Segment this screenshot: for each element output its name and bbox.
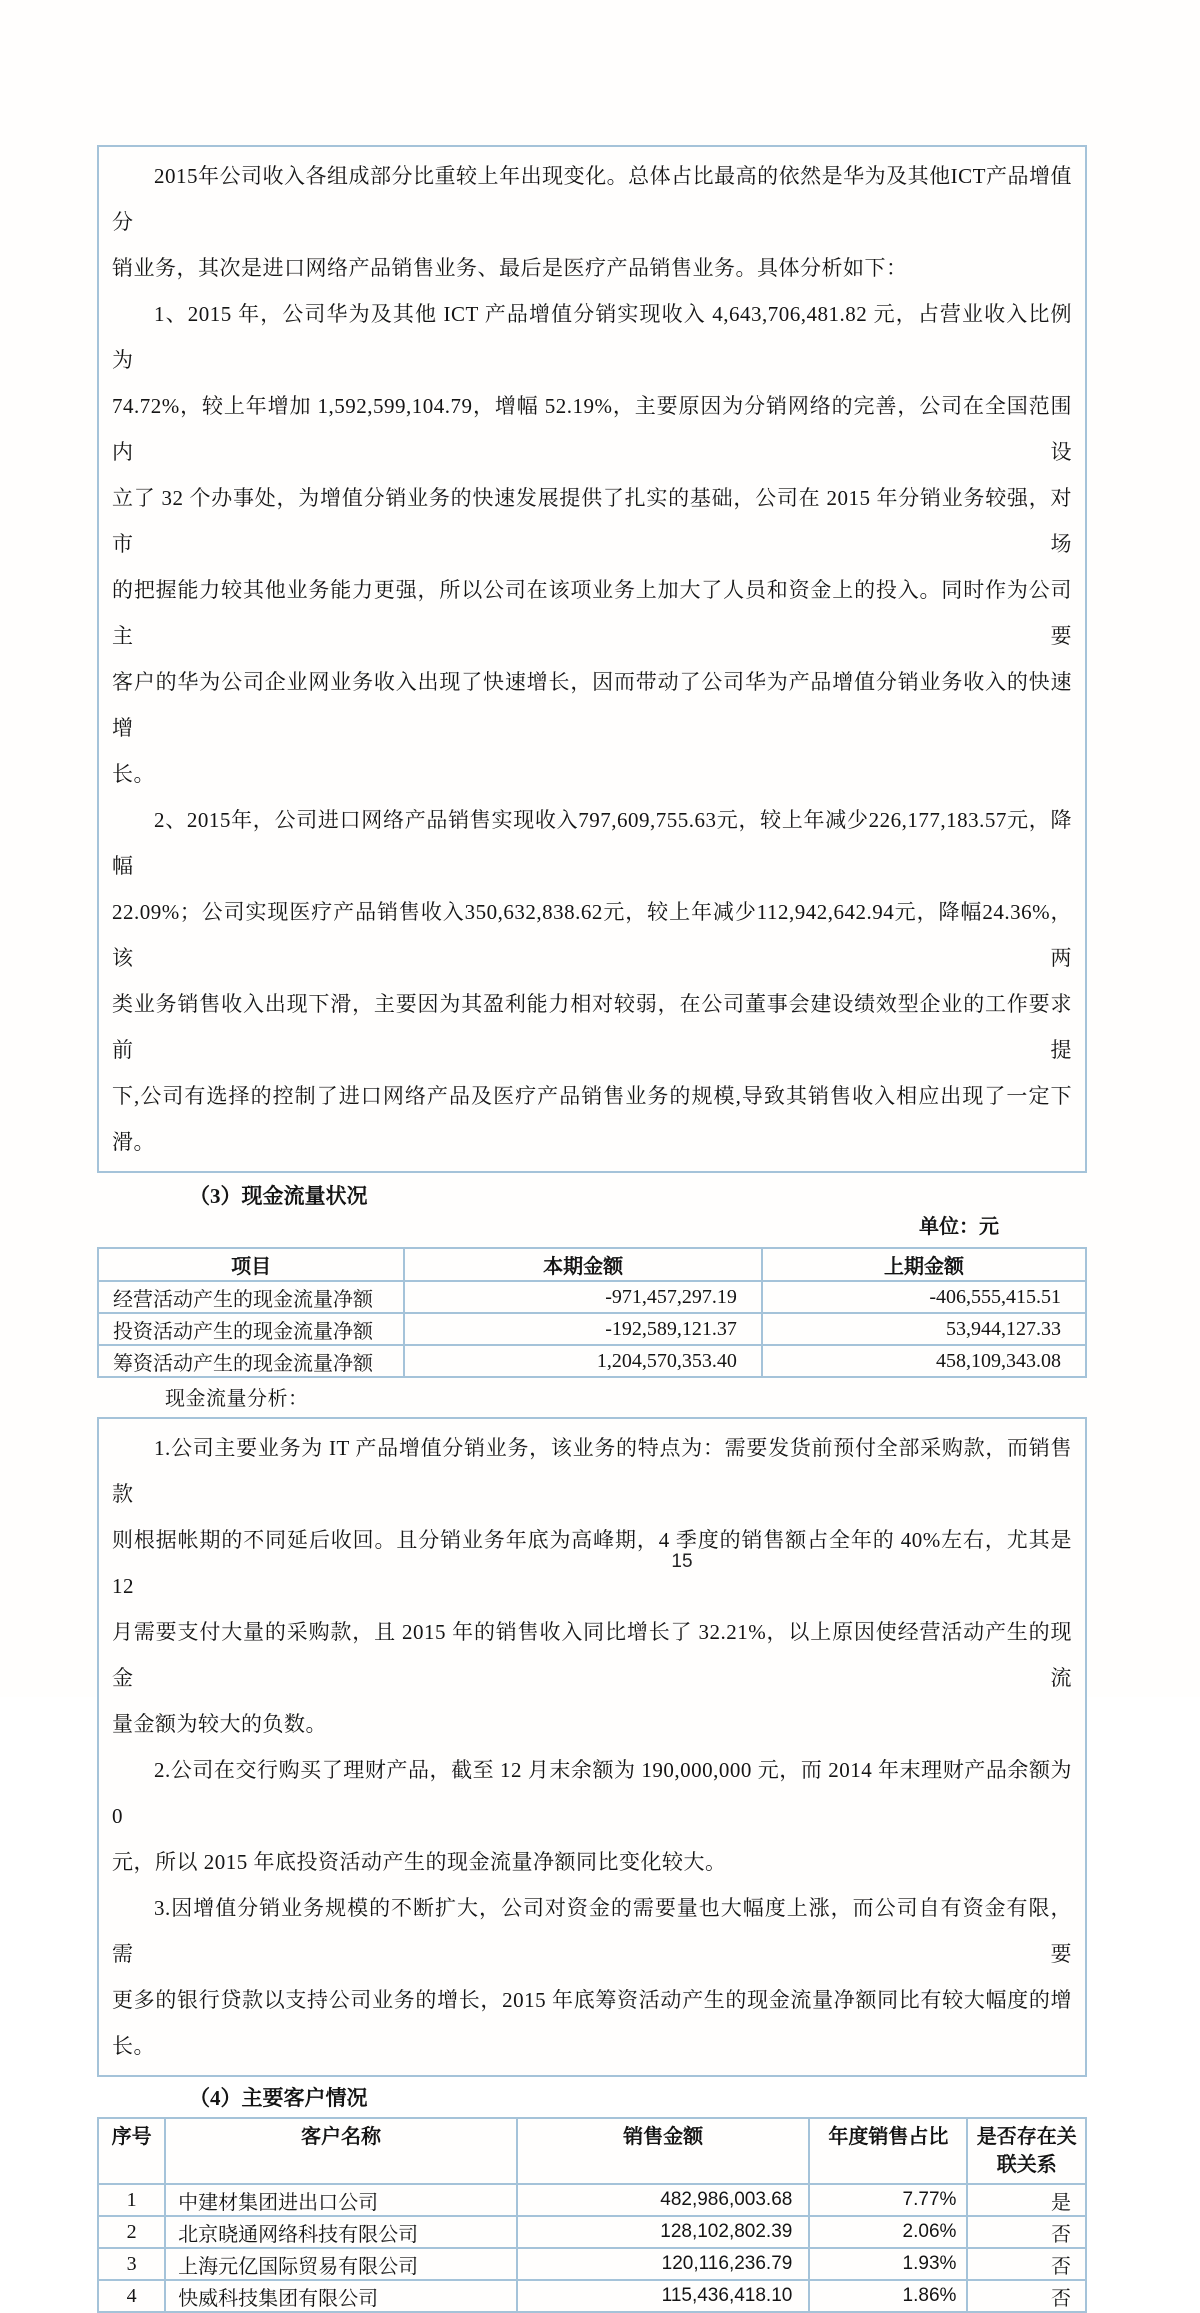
customer-table-cell: 1.86% <box>809 2280 967 2312</box>
cashflow-analysis-block <box>97 1417 1087 2077</box>
customer-table-cell: 是 <box>967 2184 1086 2216</box>
body-text-line: 下,公司有选择的控制了进口网络产品及医疗产品销售业务的规模,导致其销售收入相应出现了一定下滑。 <box>112 1084 1072 1154</box>
customer-table-cell: 否 <box>967 2280 1086 2312</box>
cashflow-table-row <box>98 1313 1086 1345</box>
analysis-text-line: 1.公司主要业务为 IT 产品增值分销业务，该业务的特点为：需要发货前预付全部采购款，而销售款 <box>112 1436 1072 1506</box>
cashflow-table-cell: 1,204,570,353.40 <box>404 1345 762 1377</box>
analysis-text-line: 月需要支付大量的采购款，且 2015 年的销售收入同比增长了 32.21%，以上原因使经营活动产生的现金流 <box>112 1620 1072 1690</box>
cashflow-table-header-cell: 项目 <box>98 1248 404 1281</box>
customer-table-cell: 快威科技集团有限公司 <box>165 2280 517 2312</box>
body-text-line: 长。 <box>112 762 155 786</box>
cashflow-table-row <box>98 1345 1086 1377</box>
cashflow-table-header-cell: 本期金额 <box>404 1248 762 1281</box>
customer-table <box>97 2117 1087 2313</box>
cashflow-analysis-label: 现金流量分析： <box>165 1388 309 1410</box>
page-content <box>97 145 1087 2313</box>
body-text-line: 22.09%；公司实现医疗产品销售收入350,632,838.62元，较上年减少112,942,642.94元，降幅24.36%，该两 <box>112 900 1072 970</box>
cashflow-table-header-row <box>98 1248 1086 1281</box>
cashflow-table-cell: -192,589,121.37 <box>404 1313 762 1345</box>
cashflow-table-cell: -971,457,297.19 <box>404 1281 762 1313</box>
customer-table-row <box>98 2280 1086 2312</box>
customer-table-cell: 否 <box>967 2216 1086 2248</box>
cashflow-table-cell: 筹资活动产生的现金流量净额 <box>98 1345 404 1377</box>
customer-table-header-cell: 销售金额 <box>517 2118 809 2184</box>
body-text-line: 立了 32 个办事处，为增值分销业务的快速发展提供了扎实的基础，公司在 2015 年分销业务较强，对市场 <box>112 486 1072 556</box>
customer-table-cell: 115,436,418.10 <box>517 2280 809 2312</box>
analysis-text-line: 元，所以 2015 年底投资活动产生的现金流量净额同比变化较大。 <box>112 1850 727 1874</box>
section4-heading: （4）主要客户情况 <box>189 2086 368 2110</box>
unit-label: 单位：元 <box>919 1216 999 1238</box>
body-text-line: 销业务，其次是进口网络产品销售业务、最后是医疗产品销售业务。具体分析如下： <box>112 256 908 280</box>
analysis-text-line: 2.公司在交行购买了理财产品，截至 12 月末余额为 190,000,000 元，而 2014 年末理财产品余额为 0 <box>112 1758 1072 1828</box>
customer-table-cell: 北京晓通网络科技有限公司 <box>165 2216 517 2248</box>
analysis-text-line: 3.因增值分销业务规模的不断扩大，公司对资金的需要量也大幅度上涨，而公司自有资金有限，需要 <box>112 1896 1072 1966</box>
body-text-line: 类业务销售收入出现下滑，主要因为其盈利能力相对较弱，在公司董事会建设绩效型企业的工作要求前提 <box>112 992 1072 1062</box>
page-number: 15 <box>671 1551 693 1572</box>
customer-table-cell: 482,986,003.68 <box>517 2184 809 2216</box>
section3-heading: （3）现金流量状况 <box>189 1184 368 1208</box>
cashflow-table-cell: -406,555,415.51 <box>762 1281 1086 1313</box>
cashflow-table-cell: 投资活动产生的现金流量净额 <box>98 1313 404 1345</box>
customer-table-header-row <box>98 2118 1086 2184</box>
analysis-text-line: 更多的银行贷款以支持公司业务的增长，2015 年底筹资活动产生的现金流量净额同比有较大幅度的增长。 <box>112 1988 1072 2058</box>
cashflow-table-row <box>98 1281 1086 1313</box>
customer-table-header-cell: 年度销售占比 <box>809 2118 967 2184</box>
customer-table-header-cell: 序号 <box>98 2118 165 2184</box>
cashflow-table-header-cell: 上期金额 <box>762 1248 1086 1281</box>
customer-table-cell: 2 <box>98 2216 165 2248</box>
customer-table-cell: 中建材集团进出口公司 <box>165 2184 517 2216</box>
customer-table-cell: 1.93% <box>809 2248 967 2280</box>
cashflow-table <box>97 1247 1087 1378</box>
customer-table-cell: 否 <box>967 2248 1086 2280</box>
body-text-line: 的把握能力较其他业务能力更强，所以公司在该项业务上加大了人员和资金上的投入。同时作为公司主要 <box>112 578 1072 648</box>
cashflow-table-cell: 53,944,127.33 <box>762 1313 1086 1345</box>
customer-table-row <box>98 2248 1086 2280</box>
cashflow-table-cell: 458,109,343.08 <box>762 1345 1086 1377</box>
customer-table-cell: 120,116,236.79 <box>517 2248 809 2280</box>
body-text-line: 2015年公司收入各组成部分比重较上年出现变化。总体占比最高的依然是华为及其他ICT产品增值分 <box>112 164 1072 234</box>
customer-table-cell: 7.77% <box>809 2184 967 2216</box>
body-text-line: 74.72%，较上年增加 1,592,599,104.79，增幅 52.19%，主要原因为分销网络的完善，公司在全国范围内设 <box>112 394 1072 464</box>
body-text-line: 2、2015年，公司进口网络产品销售实现收入797,609,755.63元，较上年减少226,177,183.57元，降幅 <box>112 808 1072 878</box>
customer-table-cell: 3 <box>98 2248 165 2280</box>
customer-table-cell: 2.06% <box>809 2216 967 2248</box>
customer-table-cell: 4 <box>98 2280 165 2312</box>
customer-table-header-cell: 客户名称 <box>165 2118 517 2184</box>
revenue-analysis-block <box>97 145 1087 1173</box>
analysis-text-line: 量金额为较大的负数。 <box>112 1712 327 1736</box>
body-text-line: 1、2015 年，公司华为及其他 ICT 产品增值分销实现收入 4,643,706,481.82 元，占营业收入比例为 <box>112 302 1072 372</box>
customer-table-row <box>98 2216 1086 2248</box>
customer-table-header-cell: 是否存在关联关系 <box>967 2118 1086 2184</box>
customer-table-cell: 上海元亿国际贸易有限公司 <box>165 2248 517 2280</box>
customer-table-row <box>98 2184 1086 2216</box>
body-text-line: 客户的华为公司企业网业务收入出现了快速增长，因而带动了公司华为产品增值分销业务收入的快速增 <box>112 670 1072 740</box>
cashflow-table-cell: 经营活动产生的现金流量净额 <box>98 1281 404 1313</box>
customer-table-cell: 128,102,802.39 <box>517 2216 809 2248</box>
analysis-text-line: 则根据帐期的不同延后收回。且分销业务年底为高峰期，4 季度的销售额占全年的 40%左右，尤其是 12 <box>112 1528 1072 1598</box>
customer-table-cell: 1 <box>98 2184 165 2216</box>
